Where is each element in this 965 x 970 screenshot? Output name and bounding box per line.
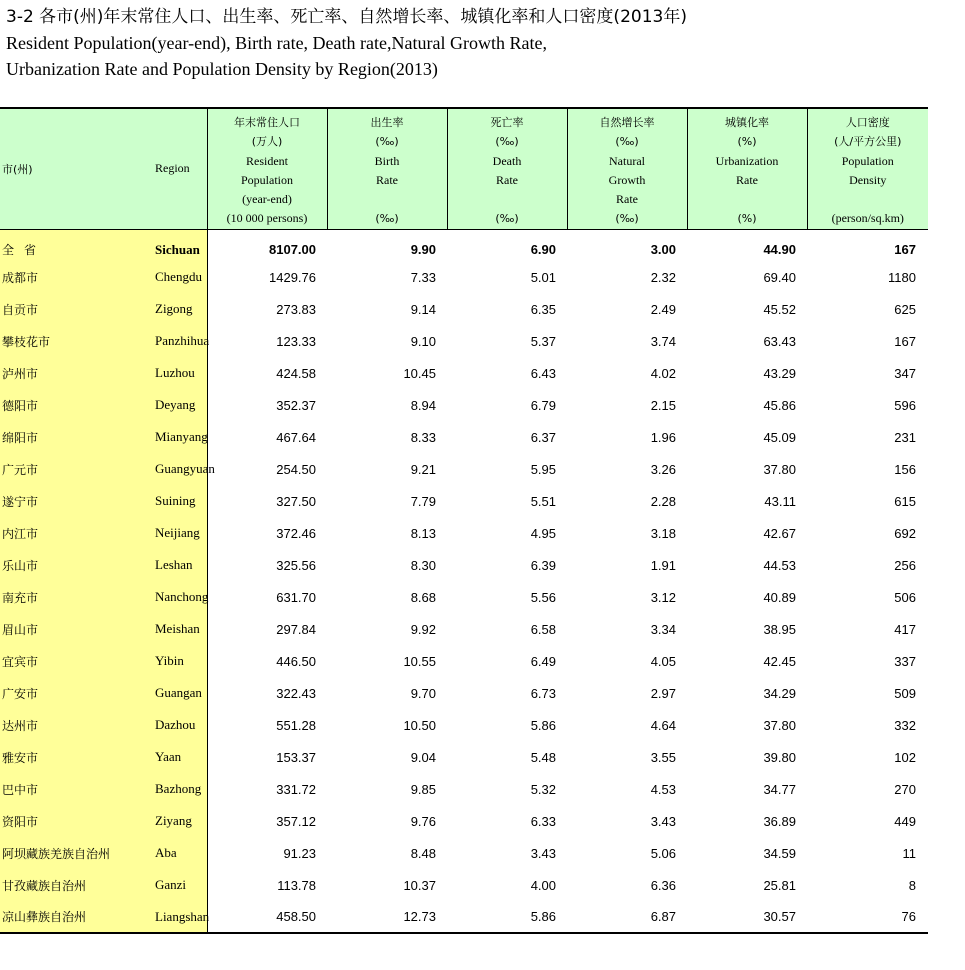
urbanization-cell: 45.09 — [763, 429, 796, 445]
population-statistics-table — [0, 107, 928, 934]
table-title-english-line-2: Urbanization Rate and Population Density by Region(2013) — [6, 59, 438, 79]
natural-growth-cell: 3.00 — [650, 242, 676, 258]
density-cell: 509 — [894, 685, 916, 701]
table-row — [0, 485, 928, 517]
region-name-cell: Suining — [130, 485, 207, 517]
birth-rate-cell: 8.30 — [410, 557, 436, 573]
natural-growth-cell: 3.55 — [650, 749, 676, 765]
density-cell: 76 — [807, 901, 928, 933]
density-cell: 156 — [894, 461, 916, 477]
density-cell: 596 — [894, 397, 916, 413]
population-cell: 325.56 — [276, 557, 316, 573]
region-name-cell: Luzhou — [130, 357, 207, 389]
death-rate-cell: 6.35 — [530, 301, 556, 317]
region-name-cell: Chengdu — [130, 261, 207, 293]
region-name-cell: Meishan — [130, 613, 207, 645]
header-line: 出生率 — [370, 116, 404, 129]
natural-growth-cell: 2.49 — [650, 301, 676, 317]
death-rate-cell: 5.37 — [530, 333, 556, 349]
death-rate-cell: 6.33 — [530, 813, 556, 829]
table-title-english-line-1: Resident Population(year-end), Birth rate, Death rate,Natural Growth Rate, — [6, 33, 547, 53]
table-row — [0, 261, 928, 293]
death-rate-cell: 6.79 — [530, 397, 556, 413]
title-block — [6, 4, 687, 82]
header-line — [448, 190, 567, 209]
density-cell: 11 — [902, 845, 916, 861]
population-cell: 352.37 — [276, 397, 316, 413]
region-name-cell: Panzhihua — [130, 325, 207, 357]
natural-growth-cell: 4.64 — [650, 717, 676, 733]
city-name-cell: 遂宁市 — [0, 485, 130, 517]
death-rate-cell: 5.86 — [530, 717, 556, 733]
table-row — [0, 517, 928, 549]
table-title-chinese: 3-2 各市(州)年末常住人口、出生率、死亡率、自然增长率、城镇化率和人口密度(2013年) — [6, 7, 687, 27]
region-name-cell: Dazhou — [130, 709, 207, 741]
density-cell: 167 — [894, 333, 916, 349]
table-row — [0, 709, 928, 741]
city-name-cell: 广安市 — [0, 677, 130, 709]
header-region: Region — [130, 108, 207, 229]
natural-growth-cell: 3.43 — [650, 813, 676, 829]
urbanization-cell: 37.80 — [763, 461, 796, 477]
birth-rate-cell: 7.79 — [410, 493, 436, 509]
natural-growth-cell: 2.32 — [650, 269, 676, 285]
region-name-cell: Yaan — [130, 741, 207, 773]
population-cell: 123.33 — [276, 333, 316, 349]
birth-rate-cell: 9.92 — [410, 621, 436, 637]
header-line: (‰) — [375, 212, 399, 226]
urbanization-cell: 69.40 — [763, 269, 796, 285]
city-name-cell: 乐山市 — [0, 549, 130, 581]
header-population — [207, 108, 327, 229]
urbanization-cell: 37.80 — [763, 717, 796, 733]
header-line: (‰) — [495, 212, 519, 226]
header-line: (‰) — [495, 135, 519, 149]
city-name-cell: 泸州市 — [0, 357, 130, 389]
urbanization-cell: 39.80 — [763, 749, 796, 765]
population-cell: 327.50 — [276, 493, 316, 509]
urbanization-cell: 43.11 — [764, 493, 796, 509]
header-line: (%) — [737, 212, 757, 226]
header-line: Rate — [496, 172, 518, 187]
urbanization-cell: 38.95 — [763, 621, 796, 637]
natural-growth-cell: 5.06 — [650, 845, 676, 861]
table-row — [0, 837, 928, 869]
natural-growth-cell: 1.96 — [650, 429, 676, 445]
table-row — [0, 357, 928, 389]
death-rate-cell: 6.43 — [530, 365, 556, 381]
city-name-cell: 眉山市 — [0, 613, 130, 645]
urbanization-cell: 42.45 — [763, 653, 796, 669]
table-row — [0, 581, 928, 613]
density-cell: 449 — [894, 813, 916, 829]
urbanization-cell: 34.77 — [763, 781, 796, 797]
header-death-rate — [447, 108, 567, 229]
table-row — [0, 677, 928, 709]
header-line: (‰) — [615, 212, 639, 226]
population-cell: 458.50 — [207, 901, 327, 933]
natural-growth-cell: 3.26 — [650, 461, 676, 477]
city-name-cell: 巴中市 — [0, 773, 130, 805]
header-row — [0, 108, 928, 229]
urbanization-cell: 25.81 — [763, 877, 796, 893]
birth-rate-cell: 9.10 — [410, 333, 436, 349]
death-rate-cell: 6.90 — [530, 242, 556, 258]
birth-rate-cell: 8.33 — [410, 429, 436, 445]
birth-rate-cell: 10.50 — [403, 717, 436, 733]
urbanization-cell: 45.86 — [763, 397, 796, 413]
population-cell: 331.72 — [276, 781, 316, 797]
population-cell: 297.84 — [276, 621, 316, 637]
header-line: Rate — [736, 172, 758, 187]
population-cell: 113.78 — [277, 877, 316, 893]
region-name-cell: Deyang — [130, 389, 207, 421]
population-cell: 631.70 — [276, 589, 316, 605]
population-cell: 446.50 — [276, 653, 316, 669]
header-line: Urbanization — [715, 153, 779, 168]
header-line: (%) — [737, 135, 757, 149]
city-name-cell: 内江市 — [0, 517, 130, 549]
death-rate-cell: 6.37 — [530, 429, 556, 445]
density-cell: 692 — [894, 525, 916, 541]
birth-rate-cell: 9.85 — [410, 781, 436, 797]
density-cell: 332 — [894, 717, 916, 733]
header-line: 人口密度 — [845, 116, 890, 129]
city-name-cell: 南充市 — [0, 581, 130, 613]
city-name-cell: 绵阳市 — [0, 421, 130, 453]
birth-rate-cell: 9.90 — [410, 242, 436, 258]
density-cell: 347 — [894, 365, 916, 381]
density-cell: 256 — [894, 557, 916, 573]
header-line — [328, 190, 447, 209]
death-rate-cell: 5.86 — [447, 901, 567, 933]
header-line: Death — [492, 153, 522, 168]
natural-growth-cell: 6.36 — [650, 877, 676, 893]
natural-growth-cell: 6.87 — [567, 901, 687, 933]
population-cell: 424.58 — [276, 365, 316, 381]
natural-growth-cell: 3.34 — [650, 621, 676, 637]
table-row — [0, 453, 928, 485]
urbanization-cell: 36.89 — [763, 813, 796, 829]
header-city: 市(州) — [0, 108, 130, 229]
table-row — [0, 645, 928, 677]
natural-growth-cell: 2.97 — [650, 685, 676, 701]
city-name-cell: 全省 — [0, 229, 130, 261]
death-rate-cell: 6.58 — [530, 621, 556, 637]
region-name-cell: Zigong — [130, 293, 207, 325]
table-row — [0, 549, 928, 581]
population-cell: 322.43 — [276, 685, 316, 701]
region-name-cell: Leshan — [130, 549, 207, 581]
header-line: 年末常住人口 — [234, 116, 300, 129]
table-row — [0, 773, 928, 805]
urbanization-cell: 34.59 — [763, 845, 796, 861]
death-rate-cell: 5.51 — [530, 493, 556, 509]
death-rate-cell: 4.95 — [530, 525, 556, 541]
total-row — [0, 229, 928, 261]
density-cell: 615 — [894, 493, 916, 509]
region-name-cell: Ziyang — [130, 805, 207, 837]
death-rate-cell: 6.73 — [530, 685, 556, 701]
natural-growth-cell: 4.05 — [650, 653, 676, 669]
population-cell: 153.37 — [276, 749, 316, 765]
city-name-cell: 成都市 — [0, 261, 130, 293]
region-name-cell: Yibin — [130, 645, 207, 677]
death-rate-cell: 5.56 — [530, 589, 556, 605]
table-row — [0, 741, 928, 773]
death-rate-cell: 6.49 — [530, 653, 556, 669]
header-line: Rate — [376, 172, 398, 187]
population-cell: 551.28 — [276, 717, 316, 733]
table-row — [0, 805, 928, 837]
birth-rate-cell: 9.21 — [410, 461, 436, 477]
header-line: Population — [240, 172, 293, 187]
urbanization-cell: 45.52 — [763, 301, 796, 317]
birth-rate-cell: 10.45 — [403, 365, 436, 381]
header-line: Growth — [608, 172, 646, 187]
density-cell: 8 — [908, 877, 916, 893]
death-rate-cell: 6.39 — [530, 557, 556, 573]
region-name-cell: Bazhong — [130, 773, 207, 805]
urbanization-cell: 34.29 — [763, 685, 796, 701]
city-name-cell: 宜宾市 — [0, 645, 130, 677]
natural-growth-cell: 1.91 — [650, 557, 676, 573]
table-row — [0, 869, 928, 901]
birth-rate-cell: 9.70 — [410, 685, 436, 701]
population-cell: 254.50 — [276, 461, 316, 477]
region-name-cell: Ganzi — [130, 869, 207, 901]
city-name-cell: 资阳市 — [0, 805, 130, 837]
region-name-cell: Nanchong — [130, 581, 207, 613]
birth-rate-cell: 12.73 — [327, 901, 447, 933]
city-name-cell: 阿坝藏族羌族自治州 — [0, 837, 130, 869]
header-line: 自然增长率 — [599, 116, 655, 129]
region-name-cell: Sichuan — [130, 229, 207, 261]
urbanization-cell: 44.53 — [763, 557, 796, 573]
death-rate-cell: 3.43 — [530, 845, 556, 861]
table-row — [0, 293, 928, 325]
header-line: 死亡率 — [490, 116, 524, 129]
urbanization-cell: 63.43 — [763, 333, 796, 349]
population-cell: 273.83 — [276, 301, 316, 317]
header-line: (person/sq.km) — [831, 211, 904, 226]
population-cell: 1429.76 — [269, 269, 316, 285]
table-row — [0, 389, 928, 421]
density-cell: 231 — [894, 429, 916, 445]
natural-growth-cell: 3.74 — [650, 333, 676, 349]
natural-growth-cell: 4.53 — [650, 781, 676, 797]
birth-rate-cell: 8.48 — [410, 845, 436, 861]
header-line: 城镇化率 — [725, 116, 769, 129]
birth-rate-cell: 9.14 — [410, 301, 436, 317]
city-name-cell: 雅安市 — [0, 741, 130, 773]
birth-rate-cell: 8.68 — [410, 589, 436, 605]
natural-growth-cell: 2.15 — [650, 397, 676, 413]
urbanization-cell: 44.90 — [763, 242, 796, 258]
urbanization-cell: 30.57 — [687, 901, 807, 933]
header-line: Density — [849, 172, 887, 187]
density-cell: 1180 — [888, 269, 916, 285]
header-line — [688, 190, 807, 209]
header-line: Population — [841, 153, 894, 168]
birth-rate-cell: 10.55 — [403, 653, 436, 669]
death-rate-cell: 5.01 — [530, 269, 556, 285]
density-cell: 102 — [894, 749, 916, 765]
region-name-cell: Aba — [130, 837, 207, 869]
region-name-cell: Mianyang — [130, 421, 207, 453]
table-body — [0, 229, 928, 933]
density-cell: 506 — [894, 589, 916, 605]
density-cell: 270 — [894, 781, 916, 797]
header-line: (万人) — [251, 135, 283, 149]
death-rate-cell: 5.95 — [530, 461, 556, 477]
density-cell: 417 — [894, 621, 916, 637]
population-cell: 91.23 — [283, 845, 316, 861]
birth-rate-cell: 7.33 — [410, 269, 436, 285]
death-rate-cell: 5.48 — [530, 749, 556, 765]
natural-growth-cell: 2.28 — [650, 493, 676, 509]
header-line: Natural — [609, 153, 645, 168]
density-cell: 167 — [894, 242, 916, 258]
table-row — [0, 421, 928, 453]
city-name-cell: 广元市 — [0, 453, 130, 485]
birth-rate-cell: 9.76 — [410, 813, 436, 829]
header-line: (‰) — [375, 135, 399, 149]
birth-rate-cell: 10.37 — [403, 877, 436, 893]
header-line: (人/平方公里) — [834, 135, 902, 149]
birth-rate-cell: 8.94 — [410, 397, 436, 413]
density-cell: 337 — [894, 653, 916, 669]
header-birth-rate — [327, 108, 447, 229]
birth-rate-cell: 8.13 — [410, 525, 436, 541]
city-name-cell: 德阳市 — [0, 389, 130, 421]
header-line: Birth — [374, 153, 400, 168]
city-name-cell: 凉山彝族自治州 — [0, 901, 130, 933]
city-name-cell: 攀枝花市 — [0, 325, 130, 357]
header-natural-growth-rate — [567, 108, 687, 229]
region-name-cell: Neijiang — [130, 517, 207, 549]
population-cell: 372.46 — [276, 525, 316, 541]
header-line — [808, 190, 929, 209]
city-name-cell: 达州市 — [0, 709, 130, 741]
header-population-density — [807, 108, 928, 229]
region-name-cell: Guangyuan — [130, 453, 207, 485]
population-cell: 467.64 — [276, 429, 316, 445]
urbanization-cell: 42.67 — [763, 525, 796, 541]
city-name-cell: 甘孜藏族自治州 — [0, 869, 130, 901]
header-line: (year-end) — [242, 192, 292, 207]
header-line: Resident — [246, 153, 288, 168]
natural-growth-cell: 4.02 — [650, 365, 676, 381]
death-rate-cell: 4.00 — [530, 877, 556, 893]
urbanization-cell: 43.29 — [763, 365, 796, 381]
birth-rate-cell: 9.04 — [410, 749, 436, 765]
population-cell: 357.12 — [276, 813, 316, 829]
header-line: Rate — [616, 192, 638, 207]
region-name-cell: Guangan — [130, 677, 207, 709]
natural-growth-cell: 3.12 — [650, 589, 676, 605]
region-name-cell: Liangshan — [130, 901, 207, 933]
header-line: (10 000 persons) — [226, 211, 308, 226]
header-urbanization-rate — [687, 108, 807, 229]
death-rate-cell: 5.32 — [530, 781, 556, 797]
natural-growth-cell: 3.18 — [650, 525, 676, 541]
urbanization-cell: 40.89 — [763, 589, 796, 605]
city-name-cell: 自贡市 — [0, 293, 130, 325]
table-row — [0, 901, 928, 933]
table-row — [0, 325, 928, 357]
density-cell: 625 — [894, 301, 916, 317]
header-line: (‰) — [615, 135, 639, 149]
population-cell: 8107.00 — [269, 242, 316, 258]
table-row — [0, 613, 928, 645]
